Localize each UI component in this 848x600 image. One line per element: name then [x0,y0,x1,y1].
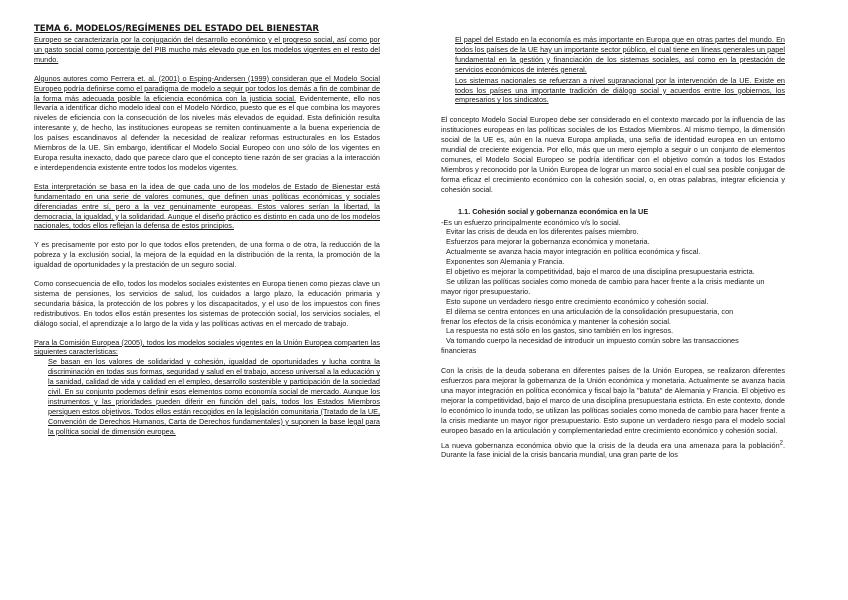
governance-text-cont: . Durante la fase inicial de la crisis bancaria mundial, una gran parte de los [441,440,785,460]
paragraph-concept: El concepto Modelo Social Europeo debe ser considerado en el contexto marcado por la influencia de las instituciones europeas en las políticas sociales de los Estados Miembros. Al mismo tiempo, la dimensión social de la UE es, aún en la nueva Europa ampliada, una seña de identidad europea en un entorno mundial de creciente exigencia. Por ello, más que un mero ejemplo a seguir o un conjunto de elementos comunes, el Modelo Social Europeo se podría identificar con el objetivo común a todos los Estados Miembros y reconocido por la Unión Europea de lograr un marco social en el cual sea posible conjugar de forma eficaz el crecimiento económico con la cohesión social, o, en otras palabras, integrar eficiencia y cohesión social. [441,115,785,194]
list-item: mayor rigor presupuestario. [441,286,531,296]
paragraph-governance [441,441,785,461]
paragraph-commission-body: Se basan en los valores de solidaridad y cohesión, igualdad de oportunidades y lucha contra la discriminación en todas sus formas, seguridad y salud en el trabajo, acceso universal a la educación y la sanidad, calidad de vida y calidad en el empleo, desarrollo sostenible y participación de la sociedad civil. En su conjunto podemos definir esos elementos como economía social de mercado. Aunque los instrumentos y las prioridades pueden diferir en función del país, todos los Estados Miembros persiguen estos objetivos. Todos ellos están recogidos en la legislación comunitaria (Tratado de la UE, Convención de Derechos Humanos, Carta de Derechos fundamentales) y suponen la base legal para la política social de dimensión europea. [48,357,380,436]
notes-list [441,218,785,357]
list-item: Va tomando cuerpo la necesidad de introducir un impuesto común sobre las transacciones [446,336,739,346]
right-column [441,35,785,469]
list-item: Evitar las crisis de deuda en los diferentes países miembro. [446,227,639,237]
left-column [34,24,380,446]
list-item: El dilema se centra entonces en una articulación de la consolidación presupuestaria, con [446,306,734,316]
footnote-marker: 2 [779,440,783,447]
paragraph-values: Esta interpretación se basa en la idea de que cada uno de los modelos de Estado de Bienestar está fundamentado en una serie de valores comunes, que definen unas políticas económicas y sociales diferenciadas entre sí, pero a la vez genuinamente europeas. Estos valores serían la libertad, la democracia, la igualdad, y la solidaridad. Aunque el diseño práctico es distinto en cada uno de los modelos nacionales, todos ellos reflejan la defensa de estos principios. [34,181,380,231]
list-item: -Es un esfuerzo principalmente económico v/s lo social. [441,217,621,227]
page-title: TEMA 6. MODELOS/REGÍMENES DEL ESTADO DEL BIENESTAR [34,24,319,34]
list-item: El objetivo es mejorar la competitividad, bajo el marco de una disciplina presupuestaria estricta. [446,267,755,277]
bullet-state-role: El papel del Estado en la economía es más importante en Europa que en otras partes del mundo. En todos los países de la UE hay un importante sector público, el cual tiene en líneas generales un papel fundamental en la gestión y financiación de los sistemas sociales, así como en la prestación de servicios económicos de interés general. [455,35,785,74]
paragraph-objectives: Y es precisamente por esto por lo que todos ellos pretenden, de una forma o de otra, la reducción de la pobreza y la exclusión social, la mejora de la equidad en la distribución de la renta, la promoción de la igualdad de oportunidades y la prestación de un seguro social. [34,240,380,270]
list-item: Exponentes son Alemania y Francia. [446,257,565,267]
list-item: frenar los efectos de la crisis económica y mantener la cohesión social. [441,316,671,326]
paragraph-key-pieces: Como consecuencia de ello, todos los modelos sociales existentes en Europa tienen como piezas clave un sistema de pensiones, los servicios de salud, los cuidados a largo plazo, la educación primaria y secundaria básica, la protección de los pobres y los discapacitados, y el uso de los impuestos con fines redistributivos. En todos ellos están presentes los sistemas de protección social, los servicios sociales, el diálogo social, el aprendizaje a lo largo de la vida y las políticas activas en el mercado de trabajo. [34,279,380,328]
list-item: Actualmente se avanza hacia mayor integración en política económica y fiscal. [446,247,701,257]
paragraph-model-intro: Europeo se caracterizaría por la conjugación del desarrollo económico y el progreso social, así como por un gasto social como porcentaje del PIB mucho más elevado que en los modelos vigentes en el resto del mundo. [34,35,380,64]
list-item: financieras [441,346,477,356]
paragraph-authors [34,74,380,173]
list-item: Se utilizan las políticas sociales como moneda de cambio para hacer frente a la crisis mediante un [446,276,765,286]
governance-text: La nueva gobernanza económica obvio que la crisis de la deuda era una amenaza para la población [441,440,780,450]
list-item: La respuesta no está sólo en los gastos, sino también en los ingresos. [446,326,674,336]
paragraph-commission-head: Para la Comisión Europea (2005), todos los modelos sociales vigentes en la Unión Europea comparten las siguientes características: [34,337,380,357]
list-item: Esto supone un verdadero riesgo entre crecimiento económico y cohesión social. [446,296,709,306]
list-item: Esfuerzos para mejorar la gobernanza económica y monetaria. [446,237,650,247]
authors-rest: Evidentemente, ello nos llevaría a identificar dicho modelo ideal con el Modelo Nórdico, puesto que es el que combina los mayores niveles de eficiencia con la consecución de los niveles más elevados de equidad. Esta definición resulta interesante y, de hecho, las instituciones europeas se remiten continuamente a la buena experiencia de los países escandinavos al defender la necesidad de realizar reformas estructurales en los Estados Miembros de la UE. Sin embargo, identificar el Modelo Social Europeo con uno sólo de los vigentes en Europa resulta inexacto, dado que parece claro que el concepto tiene razón de ser gracias a la interacción e interdependencia existente entre todos los modelos vigentes. [34,93,380,172]
section-heading: 1.1. Cohesión social y gobernanza económica en la UE [458,206,649,216]
authors-underlined: Algunos autores como Ferrera et. al. (2001) o Esping-Andersen (1999) consideran que el Modelo Social Europeo podría definirse como el paradigma de modelo a seguir por todos los demás a fin de combinar de la forma más adecuada posible la eficiencia económica con la justicia social. [34,73,380,103]
bullet-supranational: Los sistemas nacionales se refuerzan a nivel supranacional por la intervención de la UE. Existe en todos los países una importante tradición de diálogo social y acuerdos entre los gobiernos, los empresarios y los sindicatos. [455,75,785,105]
paragraph-debt-crisis: Con la crisis de la deuda soberana en diferentes países de la Unión Europea, se realizaron diferentes esfuerzos para mejorar la gobernanza de la Unión económica y monetaria. Actualmente se avanza hacia una mayor integración en política económica y fiscal bajo la "batuta" de Alemania y Francia. El objetivo es mejorar la competitividad, bajo el marco de una disciplina presupuestaria estricta. En este contexto, donde lo económico lo inunda todo, se utilizan las políticas sociales como moneda de cambio para hacer frente a la crisis mediante un mayor rigor presupuestario. Esto supone un verdadero riesgo para el modelo social europeo basado en la articulación y complementariedad entre crecimiento económico y cohesión social. [441,366,785,435]
